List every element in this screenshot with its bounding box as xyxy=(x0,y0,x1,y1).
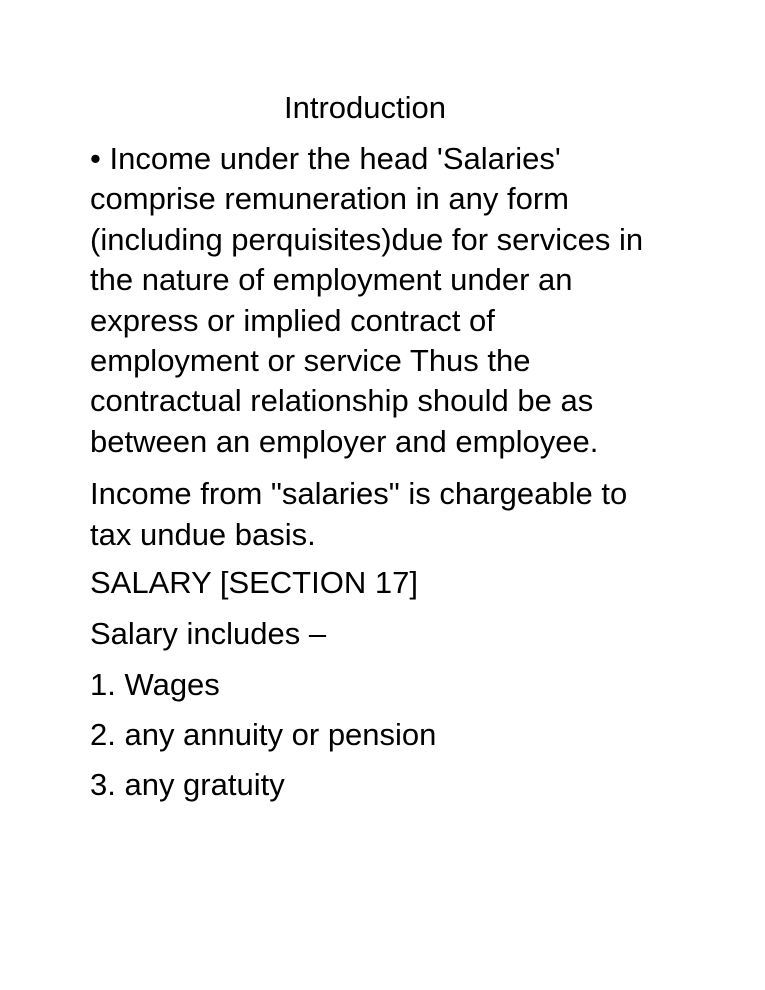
list-item: 3. any gratuity xyxy=(90,767,285,802)
bullet-icon: • xyxy=(90,141,101,176)
includes-label: Salary includes – xyxy=(90,616,327,651)
page-title: Introduction xyxy=(284,90,446,125)
section-heading: SALARY [SECTION 17] xyxy=(90,565,418,600)
paragraph-line: comprise remuneration in any form xyxy=(90,181,569,217)
paragraph-line: the nature of employment under an xyxy=(90,262,573,298)
line-text: Income under the head 'Salaries' xyxy=(109,141,561,176)
list-item: 1. Wages xyxy=(90,667,220,702)
bullet-paragraph xyxy=(90,139,643,462)
paragraph-line: tax undue basis. xyxy=(90,517,316,552)
paragraph-line: Income from "salaries" is chargeable to xyxy=(90,476,628,511)
paragraph-line: employment or service Thus the xyxy=(90,343,531,379)
paragraph-line xyxy=(90,139,643,179)
chargeable-paragraph xyxy=(90,473,627,555)
paragraph-line: between an employer and employee. xyxy=(90,423,599,459)
paragraph-line: contractual relationship should be as xyxy=(90,383,594,419)
paragraph-line: express or implied contract of xyxy=(90,302,495,338)
list-item: 2. any annuity or pension xyxy=(90,717,437,752)
paragraph-line: (including perquisites)due for services in xyxy=(90,221,644,257)
